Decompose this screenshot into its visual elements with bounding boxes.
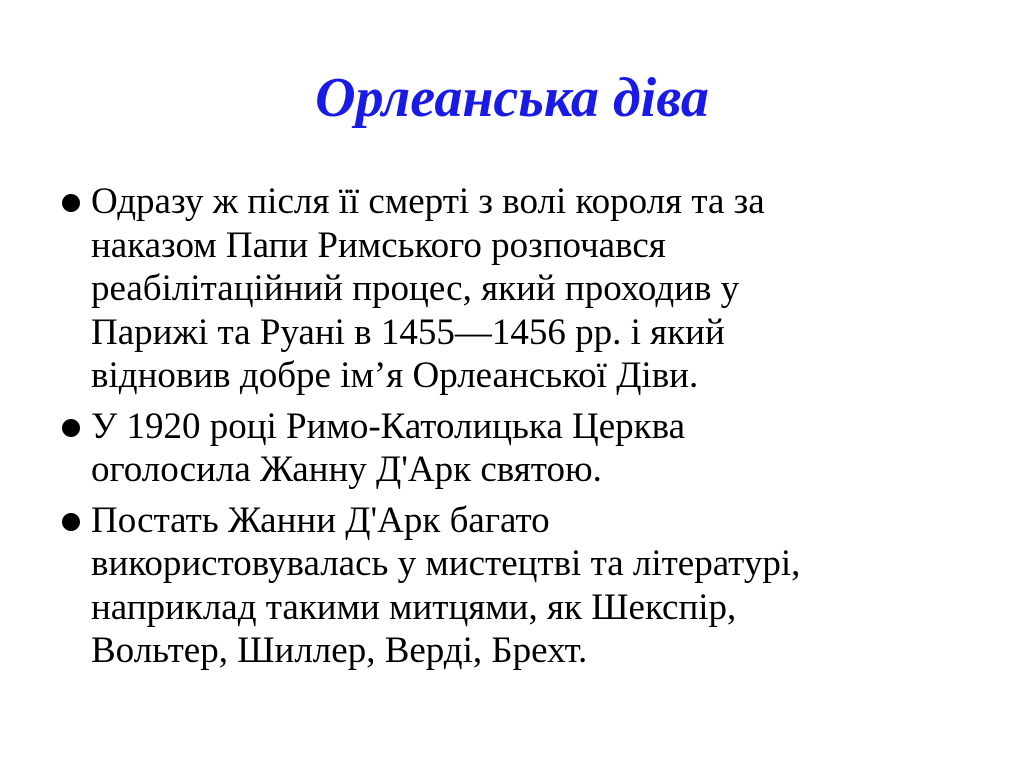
- bullet-text-line: реабілітаційний процес, який проходив у: [91, 268, 740, 309]
- bullet-text-line: оголосила Жанну Д'Арк святою.: [91, 449, 602, 490]
- bullet-text-line: використовувалась у мистецтві та літературі,: [91, 543, 801, 584]
- bullet-text-line: У 1920 році Римо-Католицька Церква: [91, 405, 686, 447]
- bullet-item: [60, 499, 960, 673]
- bullet-text-line: Постать Жанни Д'Арк багато: [91, 499, 550, 541]
- bullet-text-line: Вольтер, Шиллер, Верді, Брехт.: [91, 630, 588, 671]
- bullet-icon: [62, 513, 80, 531]
- bullet-text-line: Парижі та Руані в 1455—1456 рр. і який: [91, 311, 725, 353]
- bullet-text-line: наказом Папи Римського розпочався: [91, 224, 666, 266]
- bullet-text-line: наприклад такими митцями, як Шекспір,: [91, 586, 737, 628]
- bullet-item: [60, 405, 960, 492]
- bullet-text-line: Одразу ж після її смерті з волі короля та за: [91, 181, 765, 222]
- bullet-icon: [62, 194, 80, 212]
- bullet-item: [60, 180, 960, 398]
- bullet-text-line: відновив добре ім’я Орлеанської Діви.: [91, 355, 699, 396]
- bullet-list: [60, 180, 960, 680]
- slide-title: Орлеанська діва: [315, 67, 709, 129]
- bullet-icon: [62, 419, 80, 437]
